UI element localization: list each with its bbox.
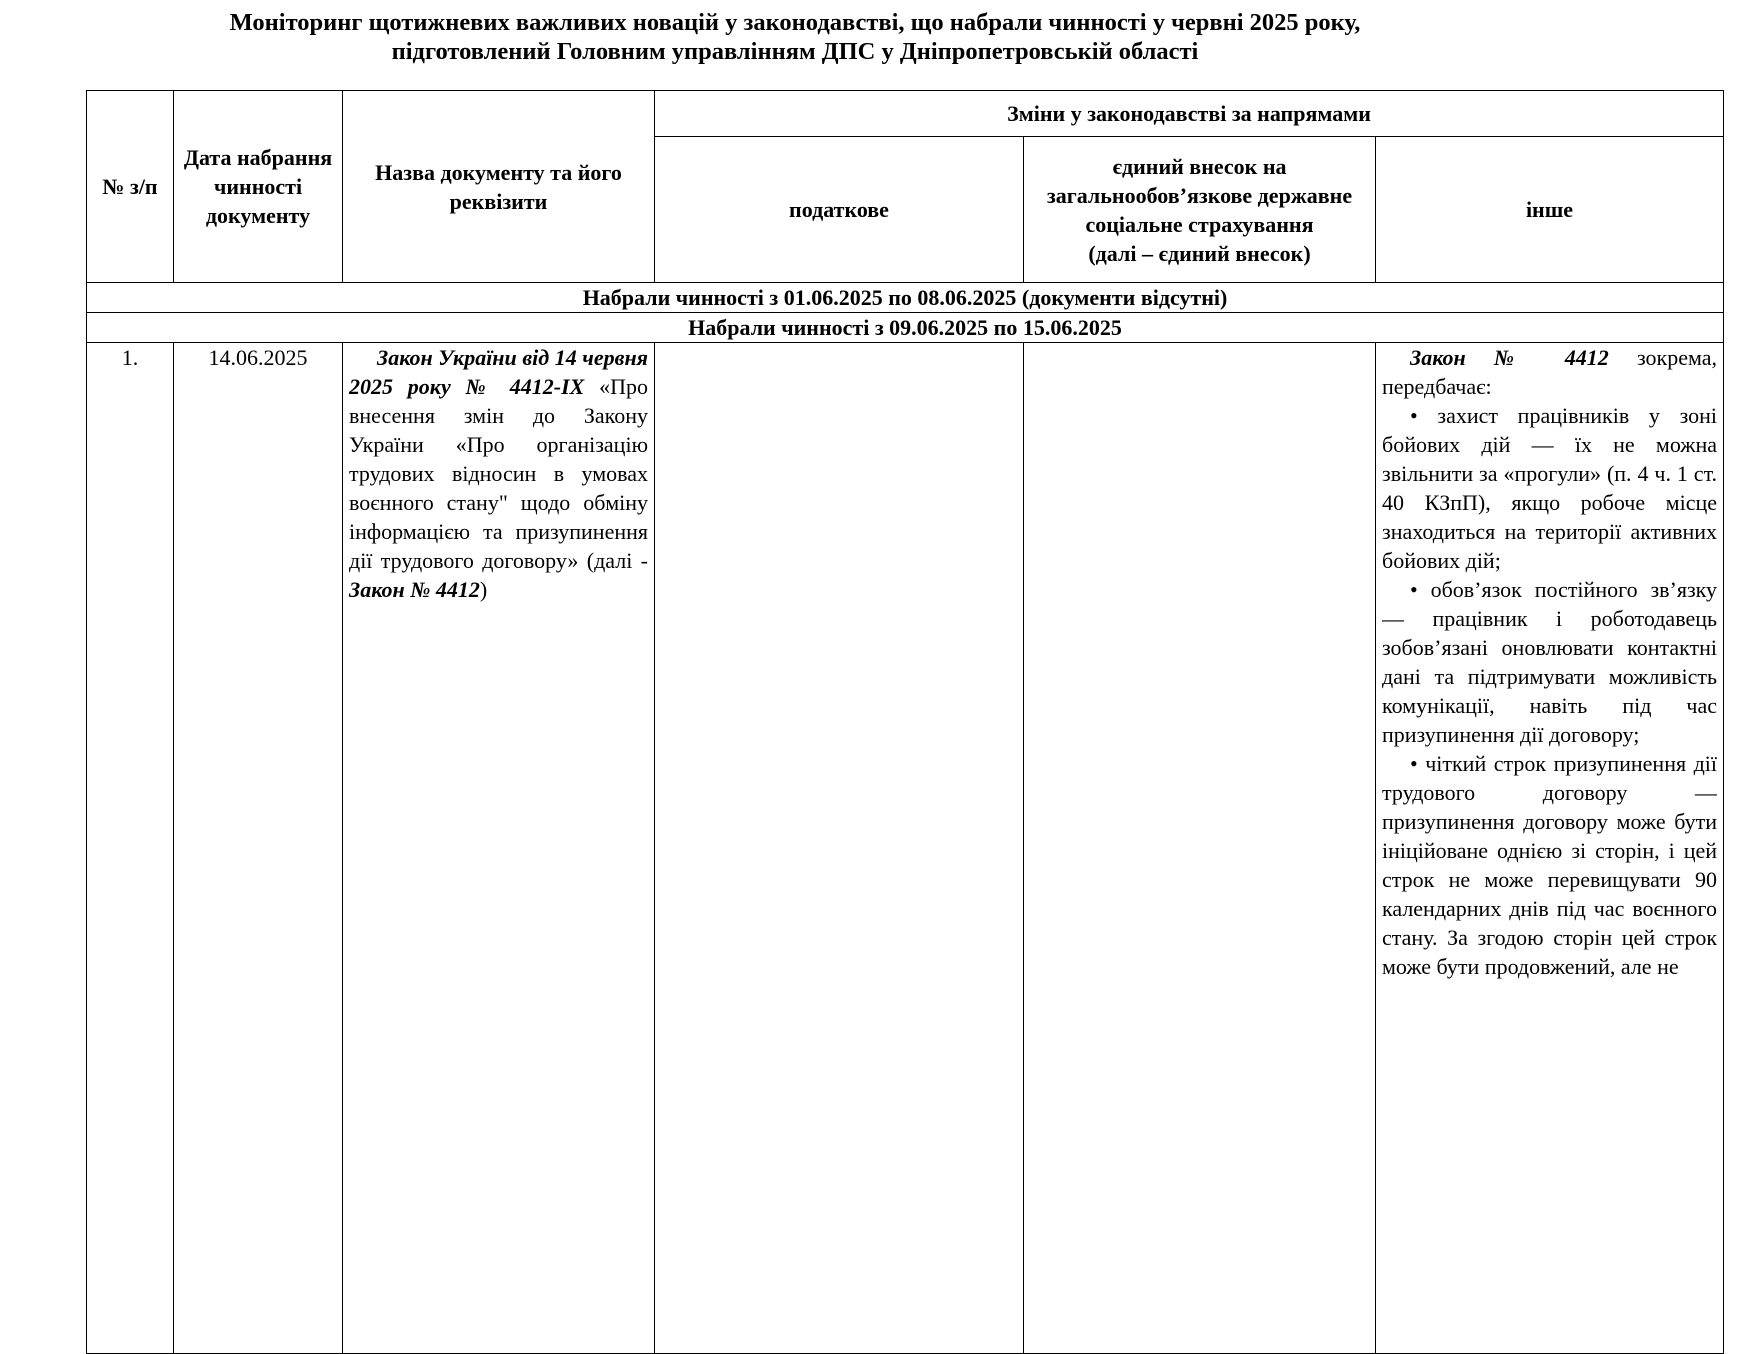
bullet-item: • обов’язок постійного зв’язку — працівник і роботодавець зобов’язані оновлювати контактні дані та підтримувати можливість комунікації, навіть під час призупинення дії договору; [1382, 577, 1718, 747]
bullet-item: • чіткий строк призупинення дії трудового договору — призупинення договору може бути ініційоване однією зі сторін, і цей строк не може перевищувати 90 календарних днів під час воєнного стану. За згодою сторін цей строк може бути продовжений, але не [1382, 751, 1718, 979]
header-esv-note: (далі – єдиний внесок) [1088, 240, 1311, 266]
law-ref-bold: Закон № 4412 [1410, 345, 1609, 370]
period-row [87, 313, 1724, 343]
row-other-changes [1376, 343, 1724, 1354]
law-ref-text: зокрема, передбачає: [1382, 345, 1718, 399]
other-changes-content [1382, 343, 1717, 1353]
page-title-line-1: Моніторинг щотижневих важливих новацій у законодавстві, що набрали чинності у червні 2025 року, [229, 9, 1361, 36]
period-label: Набрали чинності з 09.06.2025 по 15.06.2025 [87, 313, 1724, 343]
bullet-item: • захист працівників у зоні бойових дій — їх не можна звільнити за «прогули» (п. 4 ч. 1 ст. 40 КЗпП), якщо робоче місце знаходиться на території активних бойових дій; [1382, 403, 1718, 573]
header-tax: податкове [655, 137, 1024, 283]
document-title-end: ) [479, 577, 488, 602]
header-changes: Зміни у законодавстві за напрямами [655, 91, 1724, 137]
header-document-name: Назва документу та його реквізити [343, 91, 655, 283]
table-row [87, 343, 1724, 1354]
page-title-line-2: підготовлений Головним управлінням ДПС у Дніпропетровській області [391, 38, 1199, 65]
header-esv-text: єдиний внесок на загальнообов’язкове державне соціальне страхування [1046, 153, 1353, 237]
document-title-bold: Закон України від 14 червня 2025 року № 4412-IX [349, 345, 648, 399]
monitoring-table [86, 90, 1724, 1354]
row-tax-changes [655, 343, 1024, 1354]
header-date: Дата набрання чинності документу [174, 91, 343, 283]
header-other: інше [1376, 137, 1724, 283]
row-esv-changes [1024, 343, 1376, 1354]
header-num: № з/п [87, 91, 174, 283]
row-date: 14.06.2025 [174, 343, 343, 1354]
row-document-name [343, 343, 655, 1354]
page-title [0, 8, 1590, 66]
document-short-ref: Закон № 4412 [349, 577, 480, 602]
row-num: 1. [87, 343, 174, 1354]
period-label: Набрали чинності з 01.06.2025 по 08.06.2025 (документи відсутні) [87, 283, 1724, 313]
header-esv [1024, 137, 1376, 283]
document-title-text: «Про внесення змін до Закону України «Про організацію трудових відносин в умовах воєнного стану" щодо обміну інформацією та призупинення дії трудового договору» (далі - [349, 374, 649, 573]
period-row [87, 283, 1724, 313]
